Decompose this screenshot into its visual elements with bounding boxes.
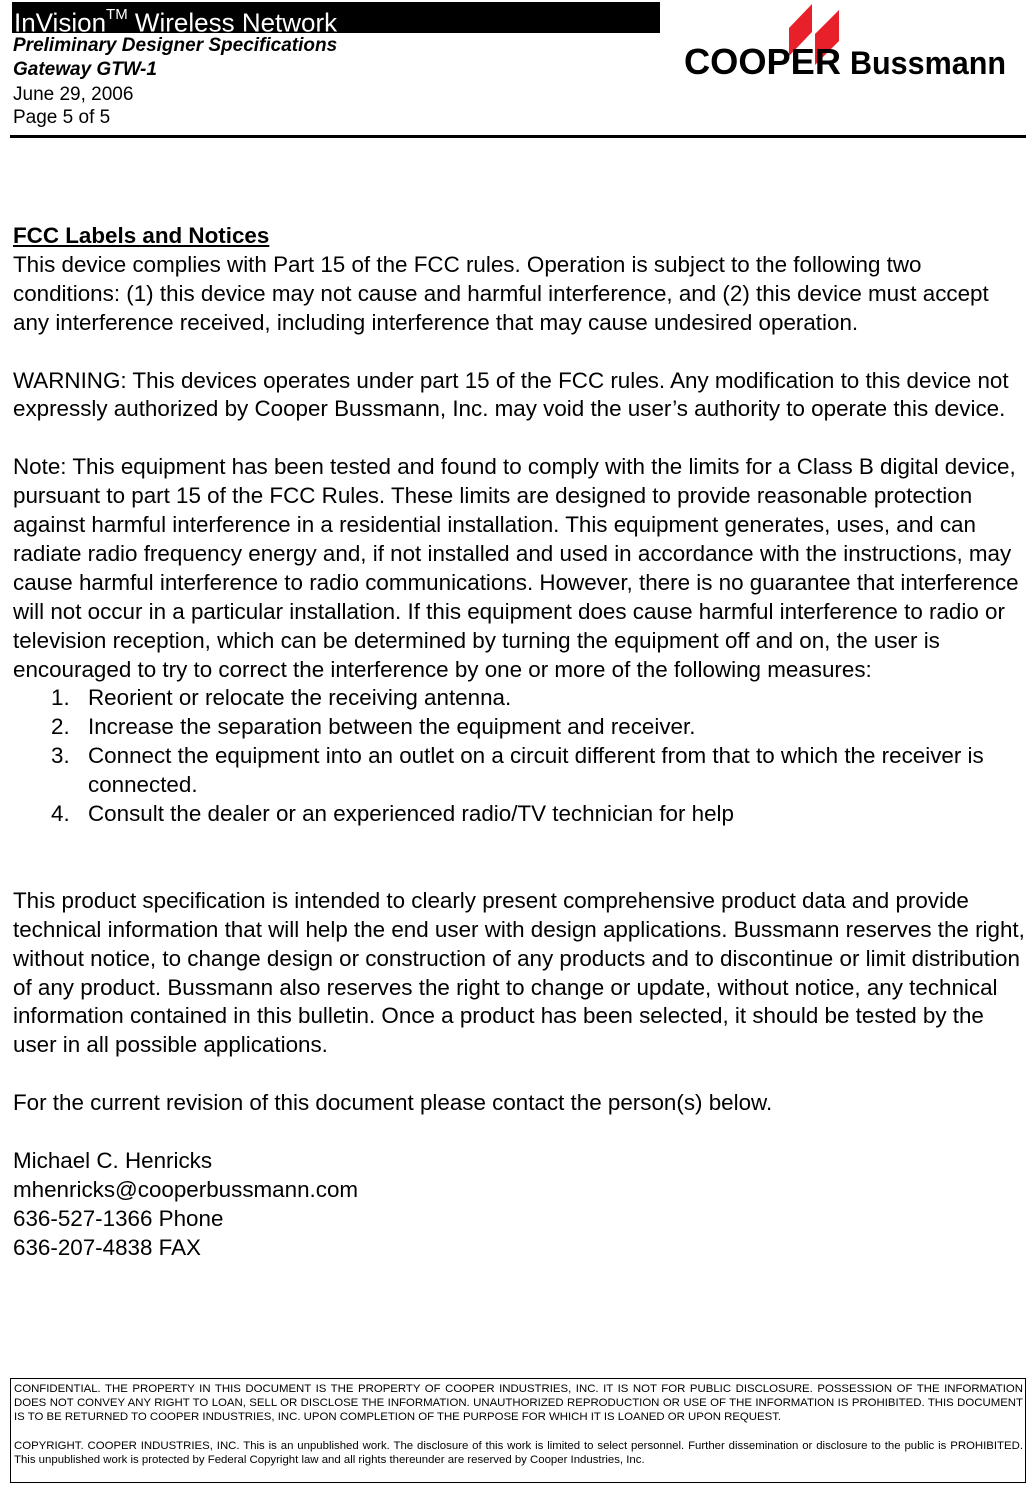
section-heading: FCC Labels and Notices xyxy=(13,223,270,248)
trademark-mark: TM xyxy=(106,6,128,23)
contact-name: Michael C. Henricks xyxy=(13,1147,213,1173)
list-item xyxy=(13,800,1025,829)
product-suffix: Wireless Network xyxy=(127,7,338,38)
logo-cooper-text: COOPER xyxy=(684,41,841,78)
note-paragraph: Note: This equipment has been tested and found to comply with the limits for a Class B digital device, pursuant to part 15 of the FCC Rules. These limits are designed to provide reasonable protection against harmful interference in a residential installation. This equipment generates, uses, and can radiate radio frequency energy and, if not installed and used in accordance with the instructions, may cause harmful interference to radio communications. However, there is no guarantee that interference will not occur in a particular installation. If this equipment does cause harmful interference to radio or television reception, which can be determined by turning the equipment off and on, the user is encouraged to try to correct the interference by one or more of the following measures: xyxy=(13,454,1019,682)
measures-list xyxy=(13,684,1025,829)
list-item xyxy=(13,742,1025,800)
compliance-paragraph: This device complies with Part 15 of the FCC rules. Operation is subject to the following two conditions: (1) this device may not cause and harmful interference, and (2) this device must accept any interference received, including interference that may cause undesired operation. xyxy=(13,251,989,335)
list-text: Connect the equipment into an outlet on a circuit different from that to which the receiver is connected. xyxy=(88,743,984,798)
logo-bussmann-text: Bussmann xyxy=(850,45,1006,78)
cooper-bussmann-logo xyxy=(682,2,1010,78)
confidential-notice: CONFIDENTIAL. THE PROPERTY IN THIS DOCUMENT IS THE PROPERTY OF COOPER INDUSTRIES, INC. IT IS NOT FOR PUBLIC DISCLOSURE. POSSESSION OF THE INFORMATION DOES NOT CONVEY ANY RIGHT TO LOAN, SELL OR DISCLOSE THE INFORMATION. UNAUTHORIZED REPRODUCTION OR USE OF THE INFORMATION IS PROHIBITED. THIS DOCUMENT IS TO BE RETURNED TO COOPER INDUSTRIES, INC. UPON COMPLETION OF THE PURPOSE FOR WHICH IT IS LOANED OR UPON REQUEST. xyxy=(14,1383,1023,1424)
contact-email[interactable]: mhenricks@cooperbussmann.com xyxy=(13,1176,359,1202)
contact-fax: 636-207-4838 FAX xyxy=(13,1234,201,1260)
list-number: 4. xyxy=(51,801,70,827)
model-name: Gateway GTW-1 xyxy=(13,59,157,80)
list-number: 2. xyxy=(51,714,70,740)
list-number: 3. xyxy=(51,743,70,769)
revision-paragraph: For the current revision of this document please contact the person(s) below. xyxy=(13,1090,773,1116)
contact-phone: 636-527-1366 Phone xyxy=(13,1205,224,1231)
main-content xyxy=(13,222,1025,1263)
product-name: InVision xyxy=(14,7,107,38)
confidentiality-footer xyxy=(10,1378,1026,1483)
page-number: Page 5 of 5 xyxy=(13,107,111,128)
warning-paragraph: WARNING: This devices operates under part 15 of the FCC rules. Any modification to this device not expressly authorized by Cooper Bussmann, Inc. may void the user’s authority to operate this device. xyxy=(13,367,1009,422)
list-item xyxy=(13,713,1025,742)
list-text: Increase the separation between the equipment and receiver. xyxy=(88,714,696,740)
doc-date: June 29, 2006 xyxy=(13,84,134,105)
list-text: Consult the dealer or an experienced radio/TV technician for help xyxy=(88,801,734,827)
copyright-notice: COPYRIGHT. COOPER INDUSTRIES, INC. This is an unpublished work. The disclosure of this work is limited to select personnel. Further dissemination or disclosure to the public is PROHIBITED. This unpublished work is protected by Federal Copyright law and all rights thereunder are reserved by Cooper Industries, Inc. xyxy=(14,1439,1023,1466)
header-divider xyxy=(10,135,1026,138)
doc-type: Preliminary Designer Specifications xyxy=(13,35,338,56)
document-title-bar xyxy=(12,2,660,38)
disclaimer-paragraph: This product specification is intended to clearly present comprehensive product data and provide technical information that will help the end user with design applications. Bussmann reserves the right, without notice, to change design or construction of any products and to discontinue or limit distribution of any product. Bussmann also reserves the right to change or update, without notice, any technical information contained in this bulletin. Once a product has been selected, it should be tested by the user in all possible applications. xyxy=(13,887,1025,1058)
list-item xyxy=(13,684,1025,713)
list-number: 1. xyxy=(51,685,70,711)
list-text: Reorient or relocate the receiving antenna. xyxy=(88,685,512,711)
